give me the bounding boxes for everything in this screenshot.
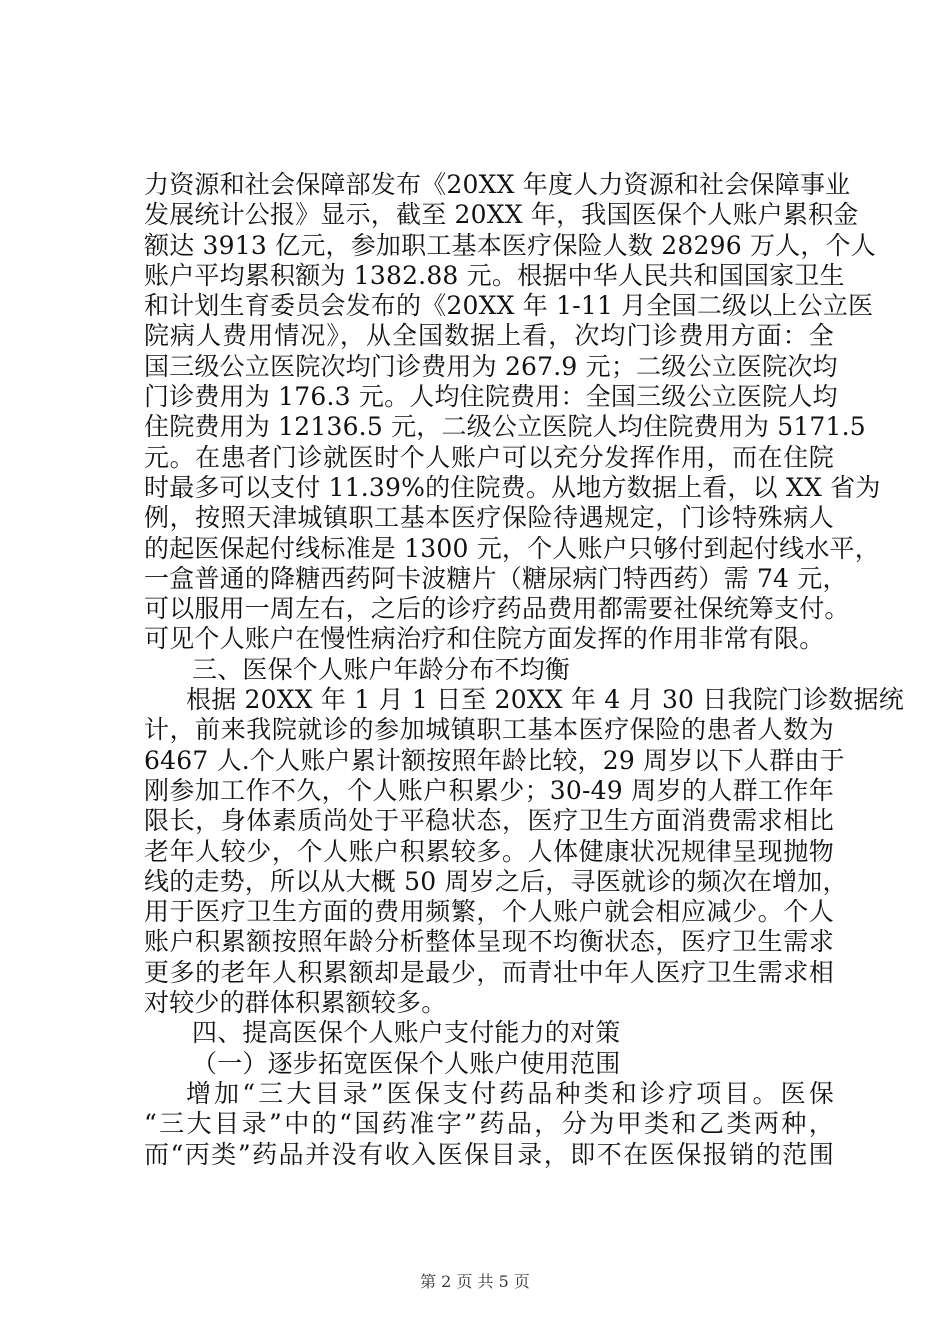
text-line: 计，前来我院就诊的参加城镇职工基本医疗保险的患者人数为 (144, 715, 834, 745)
section-heading: 四、提高医保个人账户支付能力的对策 (192, 1018, 621, 1048)
text-line: “三大目录”中的“国药准字”药品，分为甲类和乙类两种， (144, 1109, 834, 1139)
text-line: 国三级公立医院次均门诊费用为 267.9 元；二级公立医院次均 (144, 351, 838, 381)
text-line: 线的走势，所以从大概 50 周岁之后，寻医就诊的频次在增加， (144, 866, 848, 896)
text-line: 发展统计公报》显示，截至 20XX 年，我国医保个人账户累积金 (144, 200, 859, 230)
text-line: 例，按照天津城镇职工基本医疗保险待遇规定，门诊特殊病人 (144, 503, 834, 533)
text-line: 更多的老年人积累额却是最少，而青壮中年人医疗卫生需求相 (144, 957, 834, 987)
text-line: 住院费用为 12136.5 元，二级公立医院人均住院费用为 5171.5 (144, 412, 866, 442)
page-number-footer: 第 2 页 共 5 页 (420, 1272, 530, 1291)
subsection-heading: （一）逐步拓宽医保个人账户使用范围 (192, 1048, 621, 1078)
text-line: 门诊费用为 176.3 元。人均住院费用：全国三级公立医院人均 (144, 382, 838, 412)
document-body (144, 170, 904, 1170)
text-line: 的起医保起付线标准是 1300 元，个人账户只够付到起付线水平， (144, 533, 880, 563)
text-line: 用于医疗卫生方面的费用频繁，个人账户就会相应减少。个人 (144, 897, 834, 927)
text-line: 6467 人.个人账户累计额按照年龄比较，29 周岁以下人群由于 (144, 745, 845, 775)
text-line: 可以服用一周左右，之后的诊疗药品费用都需要社保统筹支付。 (144, 594, 850, 624)
text-line: 账户平均累积额为 1382.88 元。根据中华人民共和国国家卫生 (144, 260, 845, 290)
text-line: 对较少的群体积累额较多。 (144, 988, 447, 1018)
text-line: 和计划生育委员会发布的《20XX 年 1-11 月全国二级以上公立医 (144, 291, 874, 321)
section-heading: 三、医保个人账户年龄分布不均衡 (192, 654, 571, 684)
text-line: 可见个人账户在慢性病治疗和住院方面发挥的作用非常有限。 (144, 624, 825, 654)
text-line: 刚参加工作不久，个人账户积累少；30-49 周岁的人群工作年 (144, 775, 834, 805)
text-line: 一盒普通的降糖西药阿卡波糖片（糖尿病门特西药）需 74 元， (144, 563, 848, 593)
text-line: 额达 3913 亿元，参加职工基本医疗保险人数 28296 万人，个人 (144, 230, 876, 260)
text-line: 账户积累额按照年龄分析整体呈现不均衡状态，医疗卫生需求 (144, 927, 834, 957)
text-line: 力资源和社会保障部发布《20XX 年度人力资源和社会保障事业 (144, 170, 851, 199)
text-line: 老年人较少，个人账户积累较多。人体健康状况规律呈现抛物 (144, 836, 834, 866)
paragraph-first-line: 根据 20XX 年 1 月 1 日至 20XX 年 4 月 30 日我院门诊数据统 (186, 685, 904, 715)
text-line: 时最多可以支付 11.39%的住院费。从地方数据上看，以 XX 省为 (144, 472, 881, 502)
text-line: 而“丙类”药品并没有收入医保目录，即不在医保报销的范围 (144, 1139, 834, 1169)
text-line: 限长，身体素质尚处于平稳状态，医疗卫生方面消费需求相比 (144, 806, 834, 836)
text-line: 院病人费用情况》，从全国数据上看，次均门诊费用方面：全 (144, 321, 834, 351)
text-line: 元。在患者门诊就医时个人账户可以充分发挥作用，而在住院 (144, 442, 834, 472)
paragraph-first-line: 增加“三大目录”医保支付药品种类和诊疗项目。医保 (186, 1078, 834, 1108)
